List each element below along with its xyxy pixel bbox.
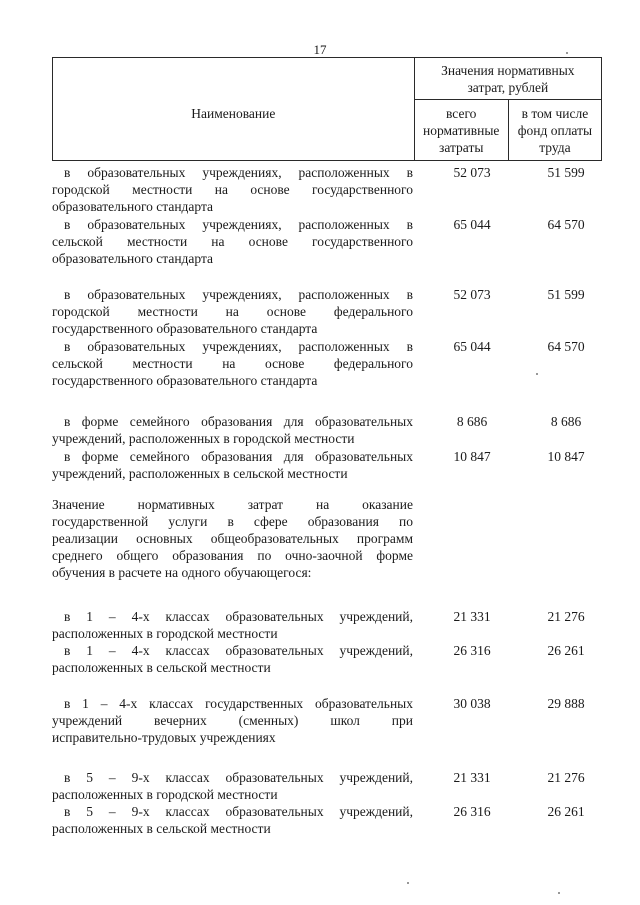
value-fund: 64 570	[547, 339, 585, 354]
column-header-name: Наименование	[53, 58, 415, 161]
row-name-line: сельской местности на основе федерального	[52, 356, 413, 371]
row-name-line: в форме семейного образования для образовательных	[64, 449, 413, 464]
row-name	[52, 642, 413, 676]
row-name	[52, 769, 413, 803]
row-name-line: государственной услуги в сфере образования по	[52, 514, 413, 529]
value-fund: 26 261	[547, 643, 585, 658]
column-header-fund: в том числе фонд оплаты труда	[508, 100, 601, 161]
row-name-line: обучения в расчете на одного обучающегося:	[52, 565, 312, 580]
value-fund: 26 261	[547, 804, 585, 819]
row-name-line: учреждений, расположенных в сельской местности	[52, 466, 348, 481]
row-name-line: в образовательных учреждениях, расположенных в	[64, 339, 413, 354]
row-name-line: Значение нормативных затрат на оказание	[52, 497, 413, 512]
row-name-line: государственного образовательного стандарта	[52, 321, 318, 336]
row-name-line: расположенных в городской местности	[52, 626, 278, 641]
row-name	[52, 608, 413, 642]
column-header-total: всего нормативные затраты	[414, 100, 508, 161]
row-name	[52, 803, 413, 837]
row-name-line: городской местности на основе государственного	[52, 182, 413, 197]
value-total: 65 044	[453, 217, 491, 232]
row-name-line: в 1 – 4-х классах образовательных учреждений,	[64, 643, 413, 658]
row-name-line: в 1 – 4-х классах образовательных учреждений,	[64, 609, 413, 624]
value-fund: 8 686	[550, 414, 582, 429]
row-name	[52, 286, 413, 337]
row-name-line: исправительно-трудовых учреждениях	[52, 730, 276, 745]
row-name	[52, 216, 413, 267]
row-name-line: учреждений, расположенных в городской местности	[52, 431, 355, 446]
value-total: 26 316	[453, 804, 491, 819]
value-fund: 21 276	[547, 770, 585, 785]
row-name	[52, 496, 413, 581]
scan-speck	[536, 373, 538, 375]
page-number: 17	[313, 42, 327, 57]
row-name-line: образовательного стандарта	[52, 199, 214, 214]
value-total: 10 847	[453, 449, 491, 464]
row-name-line: в образовательных учреждениях, расположенных в	[64, 165, 413, 180]
row-name-line: реализации основных общеобразовательных программ	[52, 531, 413, 546]
value-total: 21 331	[453, 609, 491, 624]
row-name	[52, 413, 413, 447]
value-total: 26 316	[453, 643, 491, 658]
value-fund: 51 599	[547, 165, 585, 180]
row-name	[52, 338, 413, 389]
row-name-line: расположенных в сельской местности	[52, 660, 271, 675]
row-name-line: образовательного стандарта	[52, 251, 214, 266]
row-name-line: в форме семейного образования для образовательных	[64, 414, 413, 429]
value-total: 30 038	[453, 696, 491, 711]
row-name-line: в 5 – 9-х классах образовательных учреждений,	[64, 804, 413, 819]
row-name	[52, 448, 413, 482]
value-total: 52 073	[453, 165, 491, 180]
scan-speck	[566, 52, 568, 54]
row-name-line: в образовательных учреждениях, расположенных в	[64, 217, 413, 232]
row-name-line: расположенных в городской местности	[52, 787, 278, 802]
row-name-line: сельской местности на основе государственного	[52, 234, 413, 249]
value-total: 8 686	[456, 414, 488, 429]
row-name-line: среднего общего образования по очно-заочной форме	[52, 548, 413, 563]
table-header	[52, 57, 602, 161]
column-group-header: Значения нормативных затрат, рублей	[414, 58, 601, 100]
value-fund: 10 847	[547, 449, 585, 464]
value-total: 21 331	[453, 770, 491, 785]
scan-speck	[407, 882, 409, 884]
scan-speck	[558, 892, 560, 894]
row-name-line: государственного образовательного стандарта	[52, 373, 318, 388]
value-total: 65 044	[453, 339, 491, 354]
row-name-line: в 1 – 4-х классах государственных образовательных	[64, 696, 413, 711]
row-name-line: в образовательных учреждениях, расположенных в	[64, 287, 413, 302]
value-total: 52 073	[453, 287, 491, 302]
row-name-line: в 5 – 9-х классах образовательных учреждений,	[64, 770, 413, 785]
value-fund: 21 276	[547, 609, 585, 624]
row-name	[52, 164, 413, 215]
row-name-line: городской местности на основе федерального	[52, 304, 413, 319]
value-fund: 64 570	[547, 217, 585, 232]
row-name-line: расположенных в сельской местности	[52, 821, 271, 836]
value-fund: 29 888	[547, 696, 585, 711]
row-name-line: учреждений вечерних (сменных) школ при	[52, 713, 413, 728]
row-name	[52, 695, 413, 746]
value-fund: 51 599	[547, 287, 585, 302]
